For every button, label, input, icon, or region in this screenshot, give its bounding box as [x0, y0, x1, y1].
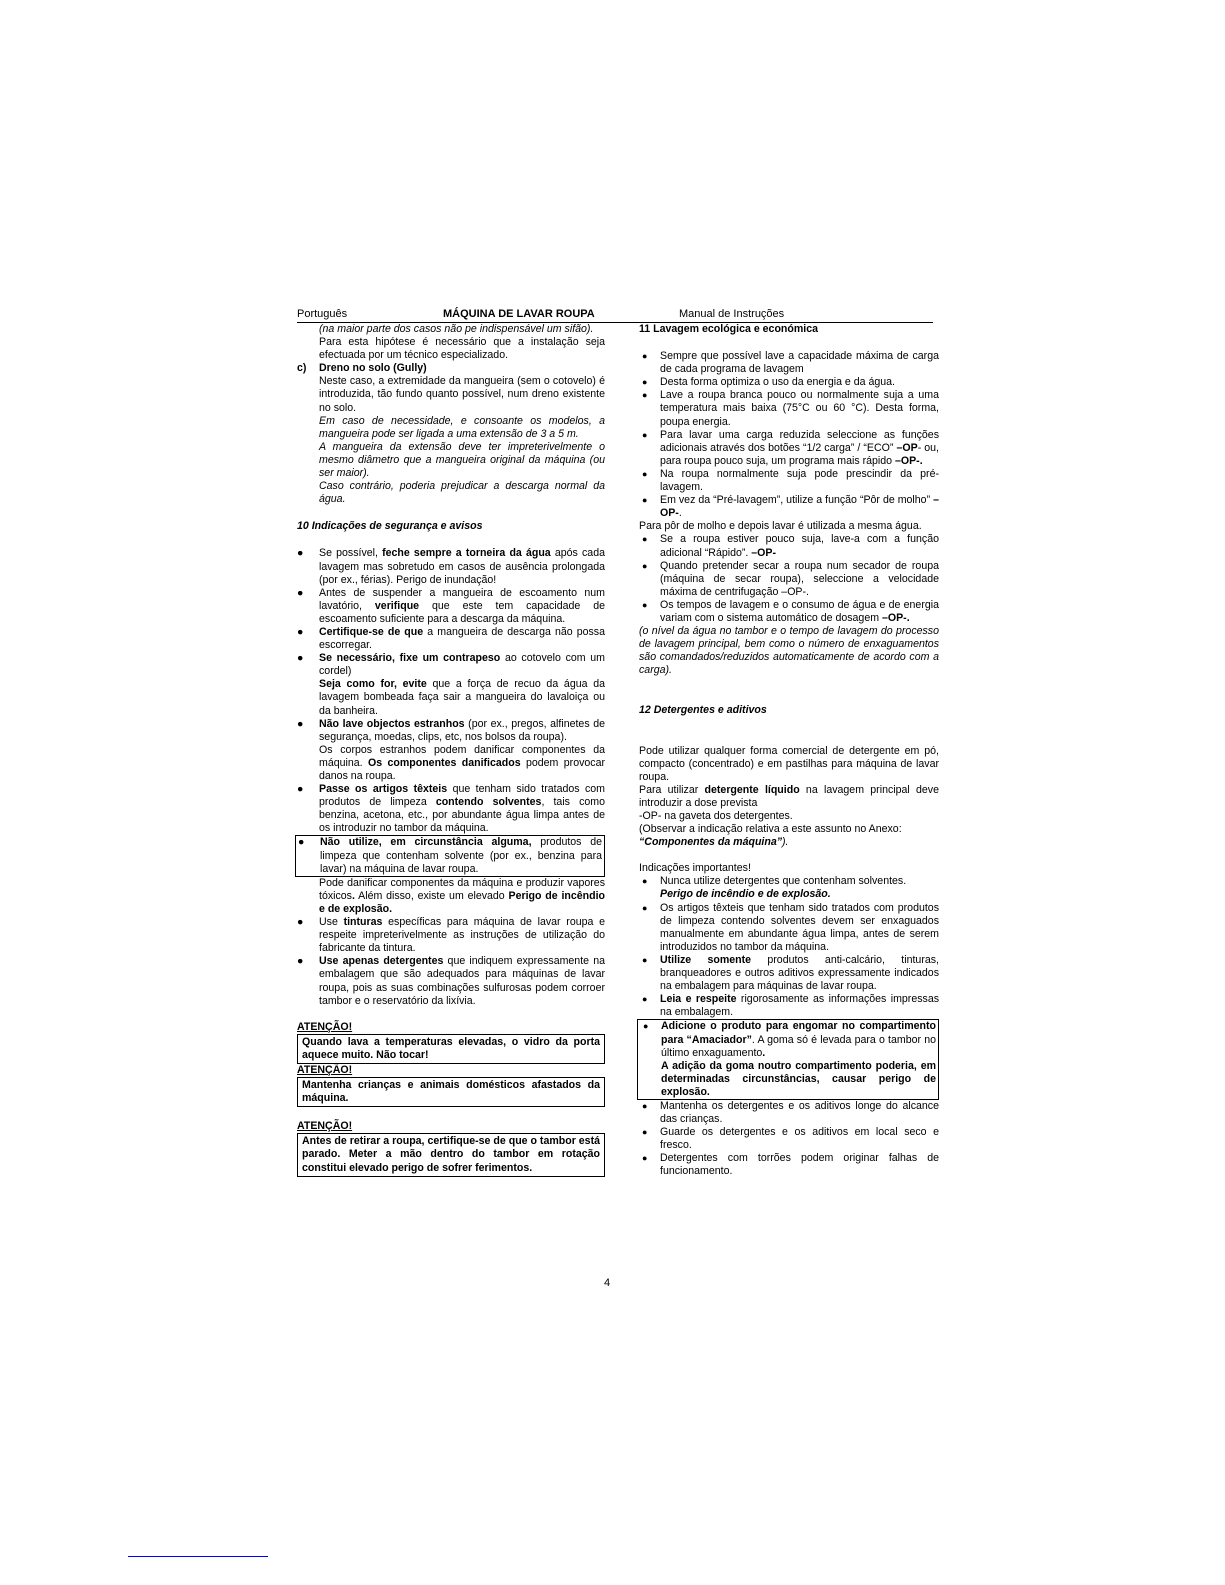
list-item: ● Na roupa normalmente suja pode prescindir da pré-lavagem. — [642, 467, 939, 494]
list-item: ● Não utilize, em circunstância alguma, produtos de limpeza que contenham solvente (por ex., benzina para lavar) na máquina de lavar roupa. — [298, 836, 602, 875]
left-column — [297, 323, 605, 1177]
list-item: ● Detergentes com torrões podem originar falhas de funcionamento. — [642, 1152, 939, 1178]
bullet-icon: ● — [642, 902, 648, 913]
bullet-icon: ● — [642, 876, 648, 887]
bullet-icon: ● — [297, 547, 304, 560]
section-12-title: 12 Detergentes e aditivos — [639, 704, 767, 717]
boxed-warning-item — [637, 1019, 939, 1100]
list-item: ● Adicione o produto para engomar no compartimento para “Amaciador”. A goma só é levada para o tambor no último enxaguamento. A adição da goma noutro compartimento poderia, em determinadas circunstâncias, causar perigo de explosão. — [643, 1020, 936, 1098]
list-item: ● Quando pretender secar a roupa num secador de roupa (máquina de secar roupa), seleccione a velocidade máxima de centrifugação –OP-. — [642, 559, 939, 598]
header-language: Português — [297, 308, 348, 320]
list-item: ● Se necessário, fixe um contrapeso ao cotovelo com um cordel) Seja como for, evite que a força de recuo da água da lavagem bombeada faça sair a mangueira do lavaloiça ou da banheira. — [297, 652, 605, 717]
list-item: ● Em vez da “Pré-lavagem”, utilize a função “Pôr de molho” –OP-. — [642, 494, 939, 520]
bullet-icon: ● — [298, 836, 305, 849]
list-item: ● Antes de suspender a mangueira de escoamento num lavatório, verifique que este tem capacidade de escoamento suficiente para a descarga da máquina. — [297, 586, 605, 625]
bullet-icon: ● — [642, 468, 648, 479]
section-c-paragraph: A mangueira da extensão deve ter impreterivelmente o mesmo diâmetro que a mangueira original da máquina (ou ser maior). — [319, 440, 605, 480]
list-item: ● Utilize somente produtos anti-calcário, tinturas, branqueadores e outros aditivos expressamente indicados na embalagem para máquinas de lavar roupa. — [642, 953, 939, 993]
bullet-icon: ● — [642, 390, 648, 401]
section-c-marker: c) — [297, 362, 307, 375]
bullet-icon: ● — [642, 377, 648, 388]
section-c-paragraph: Em caso de necessidade, e consoante os modelos, a mangueira pode ser ligada a uma extensão de 3 a 5 m. — [319, 414, 605, 440]
bullet-icon: ● — [297, 652, 304, 665]
bullet-icon: ● — [297, 783, 304, 796]
list-item: ● Os artigos têxteis que tenham sido tratados com produtos de limpeza contendo solventes devem ser enxaguados manualmente em abundante água limpa, antes de serem introduzidos no tambor da máquina. — [642, 901, 939, 953]
list-item: ● Para lavar uma carga reduzida seleccione as funções adicionais através dos botões “1/2 carga” / “ECO” –OP- ou, para roupa pouco suja, um programa mais rápido –OP-. — [642, 428, 940, 467]
footnote-separator — [128, 1556, 268, 1557]
bullet-icon: ● — [642, 534, 648, 545]
bullet-icon: ● — [643, 1021, 649, 1032]
list-item: ● Desta forma optimiza o uso da energia e da água. — [642, 376, 895, 389]
bullet-icon: ● — [297, 916, 304, 929]
list-item: ● Os tempos de lavagem e o consumo de água e de energia variam com o sistema automático de dosagem –OP-. — [642, 598, 939, 624]
bullet-icon: ● — [642, 954, 648, 965]
section-11-title: 11 Lavagem ecológica e económica — [639, 323, 819, 335]
boxed-warning-item — [295, 835, 605, 876]
list-item: ● Guarde os detergentes e os aditivos em local seco e fresco. — [642, 1126, 939, 1152]
list-item: ● Leia e respeite rigorosamente as informações impressas na embalagem. — [642, 993, 940, 1019]
warning-label: ATENÇÃO! — [297, 1063, 353, 1076]
warning-box: Antes de retirar a roupa, certifique-se de que o tambor está parado. Meter a mão dentro do tambor em rotação constitui elevado perigo de sofrer ferimentos. — [297, 1133, 605, 1176]
list-item-continuation: Pode danificar componentes da máquina e produzir vapores tóxicos. Além disso, existe um elevado Perigo de incêndio e de explosão. — [319, 876, 605, 915]
warning-label: ATENÇÃO! — [297, 1020, 353, 1033]
list-item: ● Não lave objectos estranhos (por ex., pregos, alfinetes de segurança, moedas, clips, etc, nos bolsos da roupa). Os corpos estranhos podem danificar componentes da máquina. Os componentes danificados podem provocar danos na roupa. — [297, 717, 605, 782]
bullet-icon: ● — [642, 1153, 648, 1164]
list-item: ● Certifique-se de que a mangueira de descarga não possa escorregar. — [297, 625, 605, 652]
section-c-paragraph: Caso contrário, poderia prejudicar a descarga normal da água. — [319, 480, 605, 506]
warning-label: ATENÇÃO! — [297, 1120, 353, 1133]
list-item: ● Sempre que possível lave a capacidade máxima de carga de cada programa de lavagem — [642, 350, 939, 376]
list-item: ● Se a roupa estiver pouco suja, lave-a com a função adicional “Rápido”. –OP- — [642, 533, 939, 559]
paragraph: -OP- na gaveta dos detergentes. — [639, 810, 793, 822]
warning-box: Mantenha crianças e animais domésticos afastados da máquina. — [297, 1077, 605, 1107]
list-item: ● Se possível, feche sempre a torneira da água após cada lavagem mas sobretudo em casos de ausência prolongada (por ex., férias). Perigo de inundação! — [297, 547, 605, 586]
warning-box: Quando lava a temperaturas elevadas, o vidro da porta aquece muito. Não tocar! — [297, 1034, 605, 1064]
section-c-paragraph: Neste caso, a extremidade da mangueira (sem o cotovelo) é introduzida, tão fundo quanto possível, num dreno existente no solo. — [319, 375, 605, 414]
section-c-title: Dreno no solo (Gully) — [319, 362, 427, 375]
right-column — [639, 323, 939, 1179]
intro-note: (na maior parte dos casos não pe indispensável um sifão). — [319, 323, 594, 335]
page-header — [297, 307, 933, 323]
bullet-icon: ● — [642, 429, 648, 440]
bullet-icon: ● — [297, 586, 304, 599]
bullet-icon: ● — [297, 955, 304, 968]
paragraph: Pode utilizar qualquer forma comercial de detergente em pó, compacto (concentrado) e em pastilhas para máquina de lavar roupa. — [639, 744, 939, 783]
bullet-icon: ● — [642, 560, 648, 571]
paragraph: Para utilizar detergente líquido na lavagem principal deve introduzir a dose prevista — [639, 783, 939, 809]
italic-note: (o nível da água no tambor e o tempo de lavagem do processo de lavagem principal, bem como o número de enxaguamentos são comandados/reduzidos automaticamente de acordo com a carga). — [639, 625, 939, 677]
list-item: ● Passe os artigos têxteis que tenham sido tratados com produtos de limpeza contendo solventes, tais como benzina, acetona, etc., por abundante água limpa antes de os introduzir no tambor da máquina. — [297, 783, 606, 835]
header-title: MÁQUINA DE LAVAR ROUPA — [443, 308, 595, 320]
page-number: 4 — [604, 1277, 611, 1289]
list-item: ● Lave a roupa branca pouco ou normalmente suja a uma temperatura mais baixa (75°C ou 60 °C). Desta forma, poupa energia. — [642, 389, 939, 428]
header-manual: Manual de Instruções — [679, 308, 785, 320]
bullet-icon: ● — [642, 599, 648, 610]
bullet-icon: ● — [642, 351, 648, 362]
intro-text: Para esta hipótese é necessário que a instalação seja efectuada por um técnico especializado. — [319, 336, 605, 362]
bullet-icon: ● — [297, 625, 304, 638]
bullet-icon: ● — [297, 717, 304, 730]
paragraph: “Componentes da máquina”). — [639, 836, 789, 849]
bullet-icon: ● — [642, 495, 648, 506]
list-item: ● Use apenas detergentes que indiquem expressamente na embalagem que são adequados para máquinas de lavar roupa, pois as suas combinações sulfurosas podem corroer tambor e o reservatório da lixívia. — [297, 955, 605, 1007]
list-item: ● Nunca utilize detergentes que contenham solventes. Perigo de incêndio e de explosão. — [642, 875, 907, 901]
section-c — [297, 362, 605, 506]
paragraph: Para pôr de molho e depois lavar é utilizada a mesma água. — [639, 520, 922, 533]
section-10-title: 10 Indicações de segurança e avisos — [297, 520, 483, 533]
list-item: ● Use tinturas específicas para máquina de lavar roupa e respeite impreterivelmente as instruções de utilização do fabricante da tintura. — [297, 916, 605, 955]
paragraph: Indicações importantes! — [639, 862, 751, 875]
bullet-icon: ● — [642, 994, 648, 1005]
paragraph: (Observar a indicação relativa a este assunto no Anexo: — [639, 823, 902, 836]
bullet-icon: ● — [642, 1100, 648, 1111]
bullet-icon: ● — [642, 1127, 648, 1138]
list-item: ● Mantenha os detergentes e os aditivos longe do alcance das crianças. — [642, 1099, 939, 1126]
